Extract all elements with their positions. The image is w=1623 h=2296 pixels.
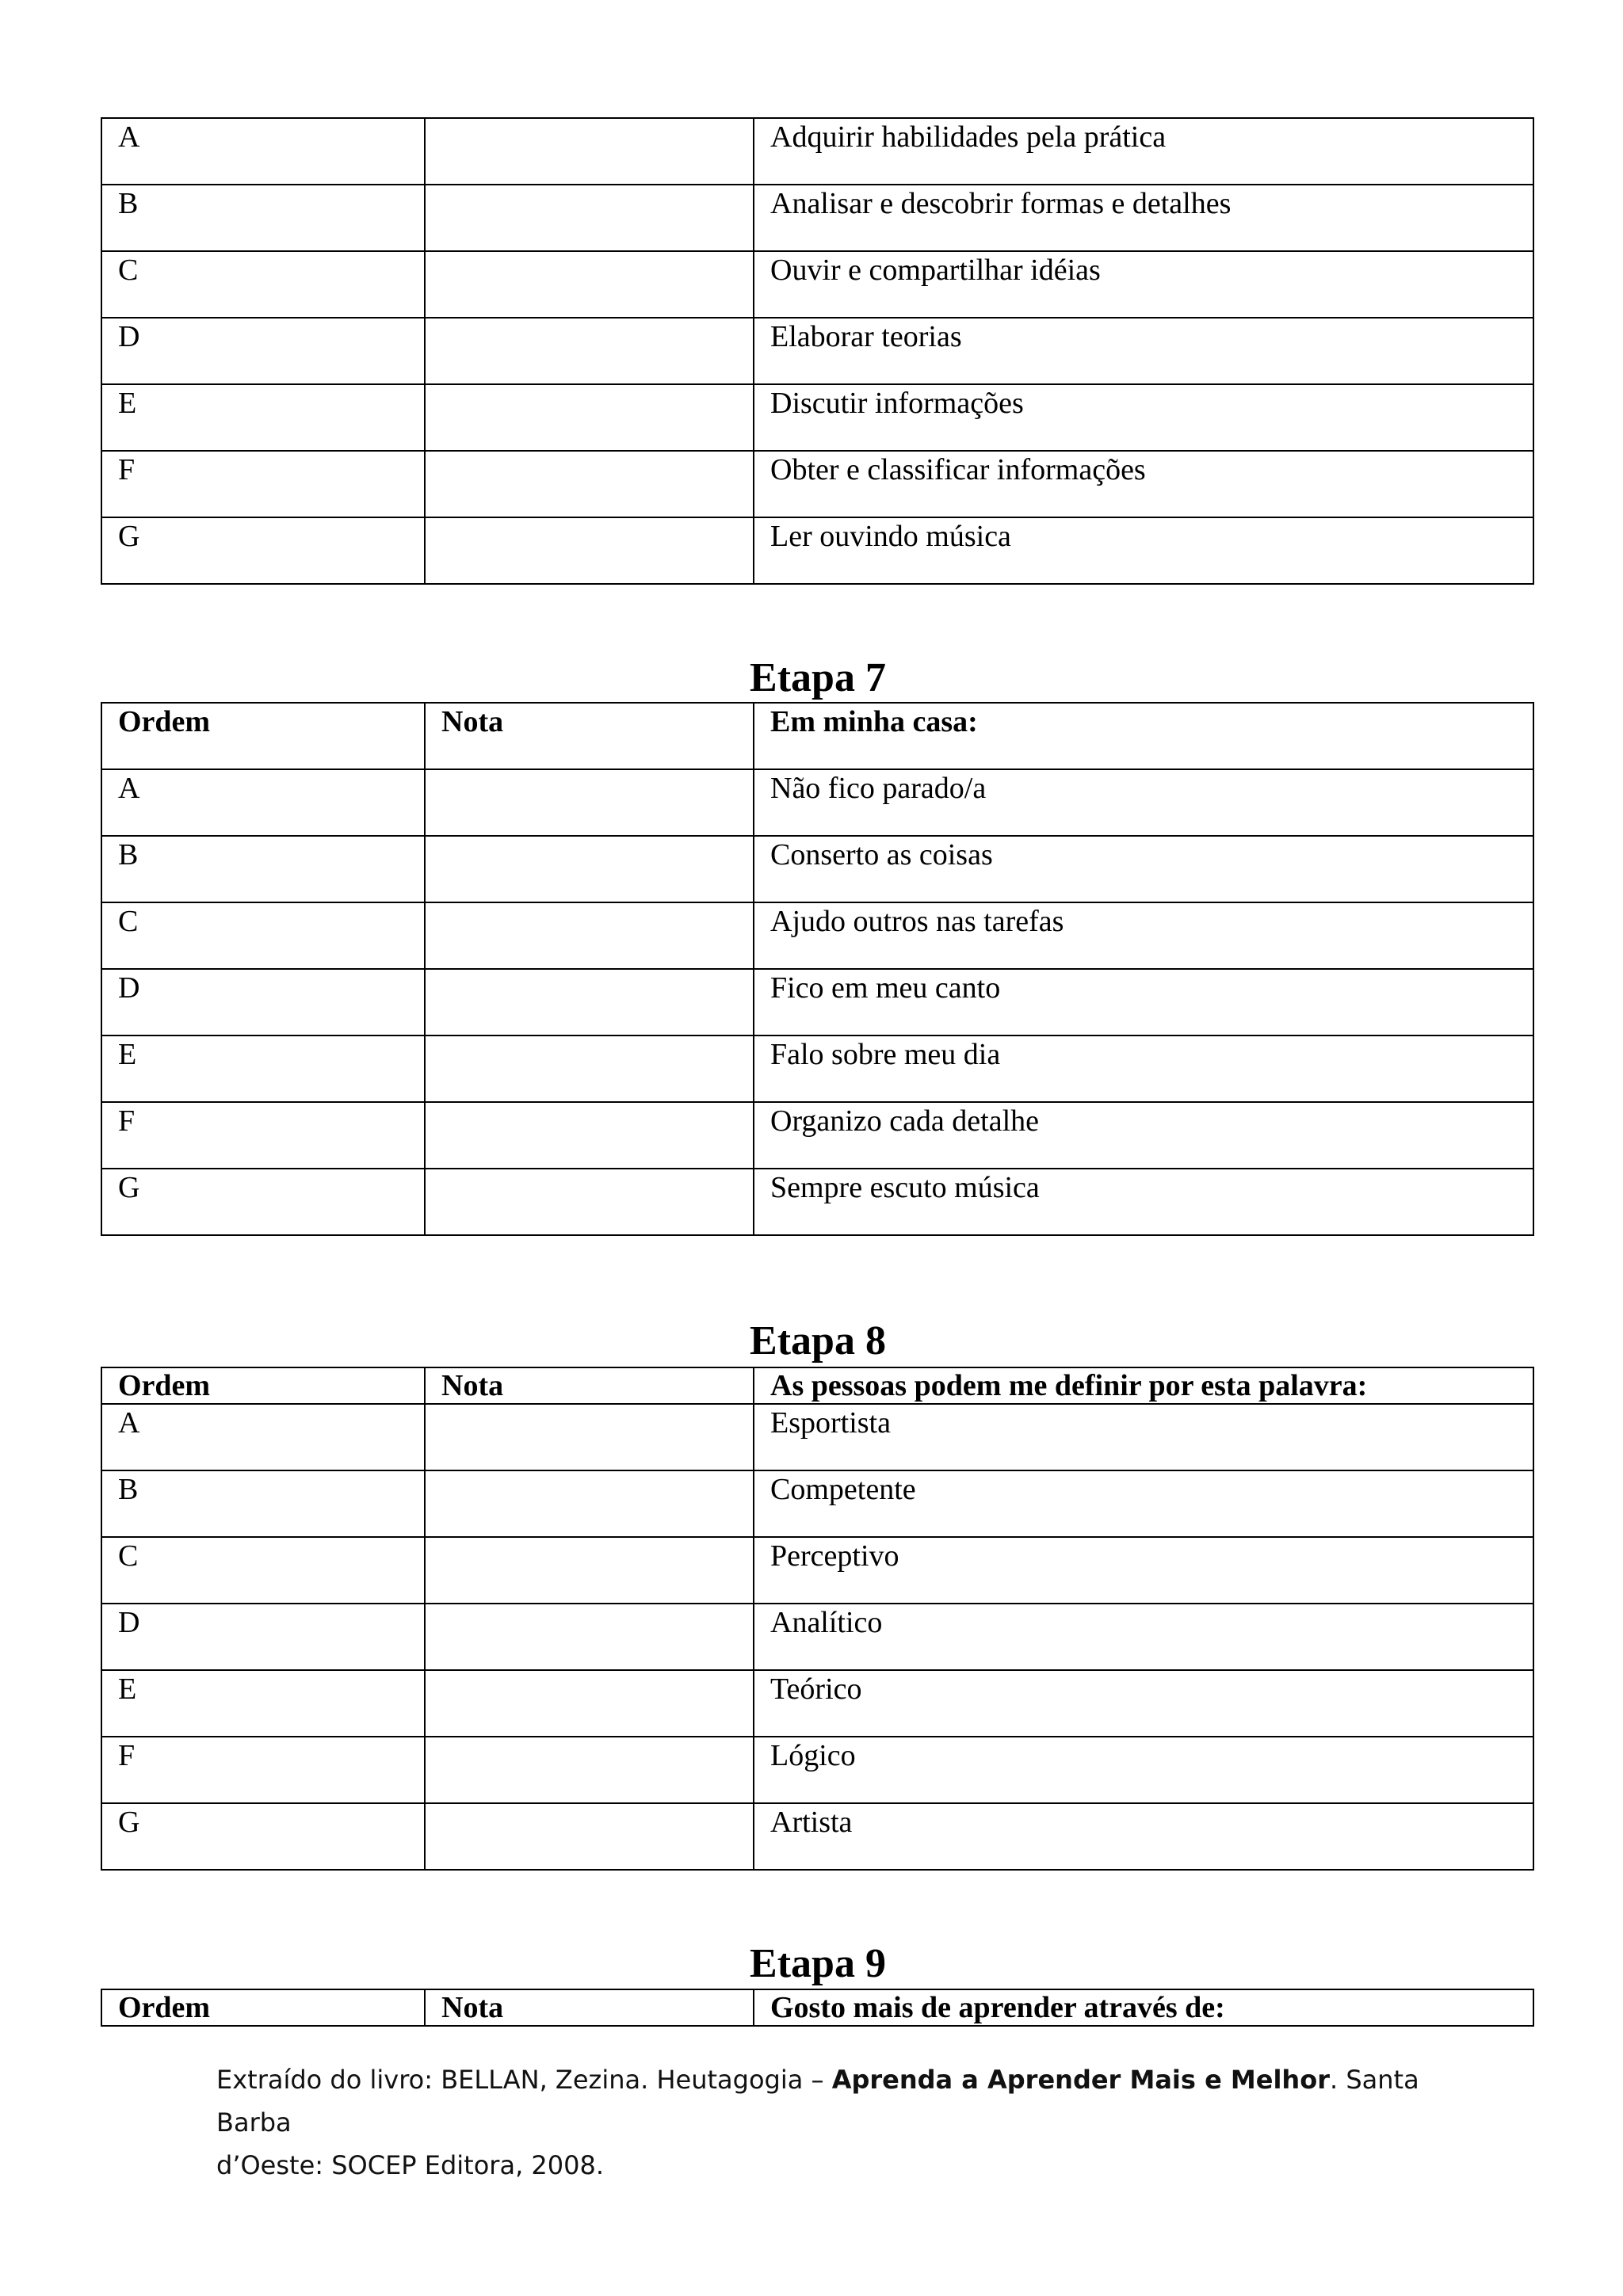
statement-cell: Artista (754, 1803, 1533, 1870)
table-row (101, 517, 1533, 584)
note-cell[interactable] (425, 185, 754, 251)
citation-suffix: . Santa Barba (216, 2065, 1419, 2138)
note-cell[interactable] (425, 318, 754, 384)
header-nota: Nota (425, 1989, 754, 2026)
stage-8-table (101, 1367, 1534, 1871)
table-row (101, 1737, 1533, 1803)
citation-line-2: d’Oeste: SOCEP Editora, 2008. (216, 2150, 605, 2180)
note-cell[interactable] (425, 1737, 754, 1803)
table-row (101, 1803, 1533, 1870)
header-statement: Em minha casa: (754, 703, 1533, 769)
statement-cell: Perceptivo (754, 1537, 1533, 1604)
note-cell[interactable] (425, 118, 754, 185)
stage-8-rows (101, 1404, 1533, 1870)
table-row (101, 1169, 1533, 1235)
statement-cell: Fico em meu canto (754, 969, 1533, 1035)
note-cell[interactable] (425, 1404, 754, 1470)
note-cell[interactable] (425, 384, 754, 451)
note-cell[interactable] (425, 1102, 754, 1169)
stage-6-table (101, 117, 1534, 585)
statement-cell: Lógico (754, 1737, 1533, 1803)
table-row (101, 318, 1533, 384)
note-cell[interactable] (425, 1035, 754, 1102)
stage-8-title: Etapa 8 (750, 1318, 886, 1363)
note-cell[interactable] (425, 251, 754, 318)
statement-cell: Ajudo outros nas tarefas (754, 902, 1533, 969)
note-cell[interactable] (425, 1169, 754, 1235)
citation-book-title: Aprenda a Aprender Mais e Melhor (831, 2065, 1330, 2095)
statement-cell: Teórico (754, 1670, 1533, 1737)
statement-cell: Conserto as coisas (754, 836, 1533, 902)
table-row (101, 1670, 1533, 1737)
table-row (101, 836, 1533, 902)
source-citation (216, 2058, 1484, 2187)
statement-cell: Esportista (754, 1404, 1533, 1470)
table-row (101, 1470, 1533, 1537)
order-cell: F (101, 1102, 425, 1169)
header-statement: As pessoas podem me definir por esta palavra: (754, 1367, 1533, 1404)
table-row (101, 1537, 1533, 1604)
stage-7-table (101, 702, 1534, 1236)
note-cell[interactable] (425, 1670, 754, 1737)
note-cell[interactable] (425, 1604, 754, 1670)
table-row (101, 185, 1533, 251)
table-header-row (101, 703, 1533, 769)
order-cell: E (101, 1035, 425, 1102)
order-cell: D (101, 318, 425, 384)
table-row (101, 451, 1533, 517)
table-row (101, 769, 1533, 836)
order-cell: E (101, 1670, 425, 1737)
stage-9-table (101, 1989, 1534, 2027)
note-cell[interactable] (425, 451, 754, 517)
order-cell: E (101, 384, 425, 451)
statement-cell: Ler ouvindo música (754, 517, 1533, 584)
table-header-row (101, 1367, 1533, 1404)
statement-cell: Falo sobre meu dia (754, 1035, 1533, 1102)
table-row (101, 1404, 1533, 1470)
statement-cell: Elaborar teorias (754, 318, 1533, 384)
order-cell: G (101, 1803, 425, 1870)
stage-7-rows (101, 769, 1533, 1235)
note-cell[interactable] (425, 1470, 754, 1537)
statement-cell: Discutir informações (754, 384, 1533, 451)
note-cell[interactable] (425, 1803, 754, 1870)
table-row (101, 1604, 1533, 1670)
table-row (101, 118, 1533, 185)
statement-cell: Obter e classificar informações (754, 451, 1533, 517)
statement-cell: Analisar e descobrir formas e detalhes (754, 185, 1533, 251)
order-cell: F (101, 1737, 425, 1803)
order-cell: A (101, 118, 425, 185)
statement-cell: Sempre escuto música (754, 1169, 1533, 1235)
stage-6-rows (101, 118, 1533, 584)
order-cell: G (101, 1169, 425, 1235)
table-row (101, 969, 1533, 1035)
order-cell: A (101, 1404, 425, 1470)
order-cell: F (101, 451, 425, 517)
table-row (101, 1035, 1533, 1102)
header-statement: Gosto mais de aprender através de: (754, 1989, 1533, 2026)
statement-cell: Competente (754, 1470, 1533, 1537)
order-cell: B (101, 1470, 425, 1537)
statement-cell: Organizo cada detalhe (754, 1102, 1533, 1169)
table-row (101, 251, 1533, 318)
header-ordem: Ordem (101, 1989, 425, 2026)
note-cell[interactable] (425, 1537, 754, 1604)
statement-cell: Ouvir e compartilhar idéias (754, 251, 1533, 318)
citation-prefix: Extraído do livro: BELLAN, Zezina. Heutagogia – (216, 2065, 832, 2095)
note-cell[interactable] (425, 969, 754, 1035)
statement-cell: Não fico parado/a (754, 769, 1533, 836)
table-row (101, 902, 1533, 969)
note-cell[interactable] (425, 836, 754, 902)
note-cell[interactable] (425, 902, 754, 969)
stage-9-title: Etapa 9 (750, 1941, 886, 1986)
order-cell: C (101, 902, 425, 969)
order-cell: C (101, 1537, 425, 1604)
header-ordem: Ordem (101, 703, 425, 769)
table-row (101, 1102, 1533, 1169)
note-cell[interactable] (425, 769, 754, 836)
order-cell: D (101, 969, 425, 1035)
order-cell: G (101, 517, 425, 584)
header-nota: Nota (425, 703, 754, 769)
header-nota: Nota (425, 1367, 754, 1404)
order-cell: B (101, 185, 425, 251)
header-ordem: Ordem (101, 1367, 425, 1404)
order-cell: C (101, 251, 425, 318)
order-cell: B (101, 836, 425, 902)
order-cell: D (101, 1604, 425, 1670)
citation-line-1 (216, 2058, 1484, 2144)
table-row (101, 384, 1533, 451)
order-cell: A (101, 769, 425, 836)
table-header-row (101, 1989, 1533, 2026)
note-cell[interactable] (425, 517, 754, 584)
statement-cell: Analítico (754, 1604, 1533, 1670)
statement-cell: Adquirir habilidades pela prática (754, 118, 1533, 185)
stage-7-title: Etapa 7 (750, 655, 886, 700)
